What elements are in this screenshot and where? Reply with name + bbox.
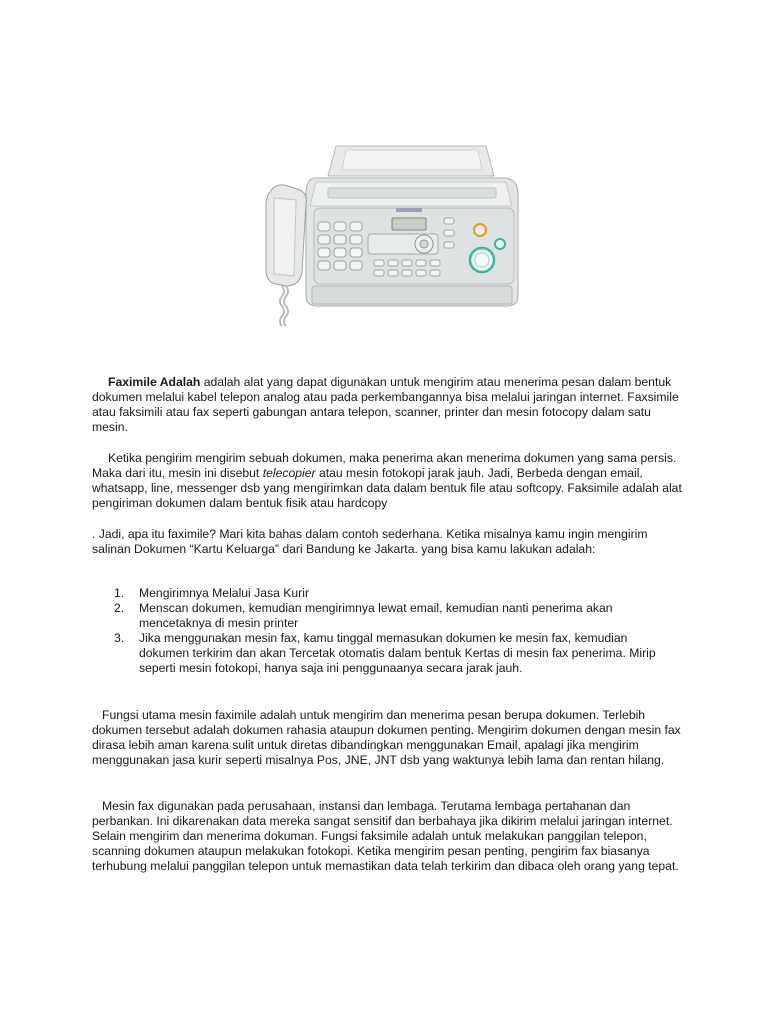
telecopier-term: telecopier [262, 466, 316, 480]
faximile-term: Faximile Adalah [108, 375, 201, 389]
example-text: . Jadi, apa itu faximile? Mari kita bahas dalam contoh sederhana. Ketika misalnya kamu ingin mengirim salinan Dokumen “Kartu Keluarga” dari Bandung ke Jakarta. yang bisa kamu lakukan adalah: [92, 527, 648, 556]
usage-text: Mesin fax digunakan pada perusahaan, instansi dan lembaga. Terutama lembaga pertahanan dan perbankan. Ini dikarenakan data mereka sangat sensitif dan berbahaya jika dikirim melalui jaringan internet. Selain mengirim dan menerima dokuman. Fungsi faksimile adalah untuk melakukan panggilan telepon, scanning dokumen ataupun melakukan fotokopi. Ketika mengirim pesan penting, pengirim fax biasanya terhubung melalui panggilan telepon untuk memastikan data telah terkirim dan dibaca oleh orang yang tepat. [92, 799, 679, 873]
list-number: 3. [114, 631, 125, 645]
list-number: 2. [114, 601, 125, 615]
steps-list [114, 586, 674, 676]
function-paragraph [92, 708, 682, 768]
list-item [114, 586, 674, 601]
list-text: Menscan dokumen, kemudian mengirimnya lewat email, kemudian nanti penerima akan mencetaknya di mesin printer [139, 601, 613, 630]
usage-paragraph [92, 799, 682, 874]
telecopier-text-1: Ketika pengirim mengirim sebuah dokumen, maka penerima akan menerima dokumen yang sama persis. Maka dari itu, mesin ini disebut [92, 451, 677, 480]
telecopier-paragraph [92, 451, 682, 511]
example-paragraph [92, 527, 682, 557]
fax-machine-image [256, 136, 526, 336]
list-item [114, 601, 674, 631]
intro-paragraph [92, 375, 682, 435]
list-text: Jika menggunakan mesin fax, kamu tinggal memasukan dokumen ke mesin fax, kemudian dokumen terkirim dan akan Tercetak otomatis dalam bentuk Kertas di mesin fax penerima. Mirip seperti mesin fotokopi, hanya saja ini penggunaanya secara jarak jauh. [139, 631, 656, 675]
intro-text: adalah alat yang dapat digunakan untuk mengirim atau menerima pesan dalam bentuk dokumen melalui kabel telepon analog atau pada perkembangannya bisa melalui jaringan internet. Faxsimile atau faksimili atau fax seperti gabungan antara telepon, scanner, printer dan mesin fotocopy dalam satu mesin. [92, 375, 679, 434]
list-text: Mengirimnya Melalui Jasa Kurir [139, 586, 310, 600]
list-number: 1. [114, 586, 125, 600]
list-item [114, 631, 674, 676]
telecopier-text-2: atau mesin fotokopi jarak jauh. Jadi, Berbeda dengan email, whatsapp, line, messenger dsb yang mengirimkan data dalam bentuk file atau softcopy. Faksimile adalah alat pengiriman dokumen dalam bentuk fisik atau hardcopy [92, 466, 682, 510]
function-text: Fungsi utama mesin faximile adalah untuk mengirim dan menerima pesan berupa dokumen. Terlebih dokumen tersebut adalah dokumen rahasia ataupun dokumen penting. Mengirim dokumen dengan mesin fax dirasa lebih aman karena sulit untuk diretas dibandingkan menggunakan Email, apalagi jika mengirim menggunakan jasa kurir seperti misalnya Pos, JNE, JNT dsb yang waktunya lebih lama dan rentan hilang. [92, 708, 681, 767]
